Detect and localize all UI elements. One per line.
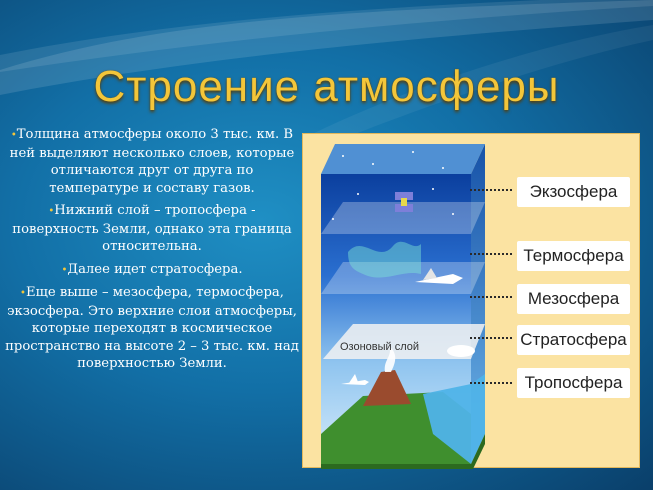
bullet-marker: • [61, 264, 68, 276]
leader-line [470, 189, 512, 191]
layer-label-stratosphere: Стратосфера [517, 325, 630, 355]
bullet-marker: • [10, 130, 17, 141]
layer-label-mesosphere: Мезосфера [517, 284, 630, 314]
leader-line [470, 382, 512, 384]
slide-title: Строение атмосферы [93, 62, 560, 111]
bullet-marker: • [20, 288, 26, 299]
layer-label-troposphere: Тропосфера [517, 368, 630, 398]
bullet-item: •Нижний слой – тропосфера - поверхность Земли, однако эта граница относительна. [12, 203, 292, 254]
layer-label-exosphere: Экзосфера [517, 177, 630, 207]
layer-label-thermosphere: Термосфера [517, 241, 630, 271]
bullet-item: •Еще выше – мезосфера, термосфера, экзосфера. Это верхние слои атмосферы, которые переходят в космическое пространство на высоте 2 – 3 тыс. км. над поверхностью Земли. [5, 285, 299, 371]
leader-line [470, 253, 512, 255]
leader-line [470, 296, 512, 298]
bullet-list [4, 126, 300, 378]
bullet-item: •Толщина атмосферы около 3 тыс. км. В ней выделяют несколько слоев, которые отличаются друг от друга по температуре и составу газов. [9, 127, 295, 196]
bullet-marker: • [48, 206, 55, 217]
cloud-icon [447, 345, 475, 357]
leader-line [470, 337, 512, 339]
ozone-layer-label: Озоновый слой [340, 341, 420, 353]
atmosphere-diagram [302, 133, 640, 468]
bullet-item: •Далее идет стратосфера. [61, 261, 243, 277]
